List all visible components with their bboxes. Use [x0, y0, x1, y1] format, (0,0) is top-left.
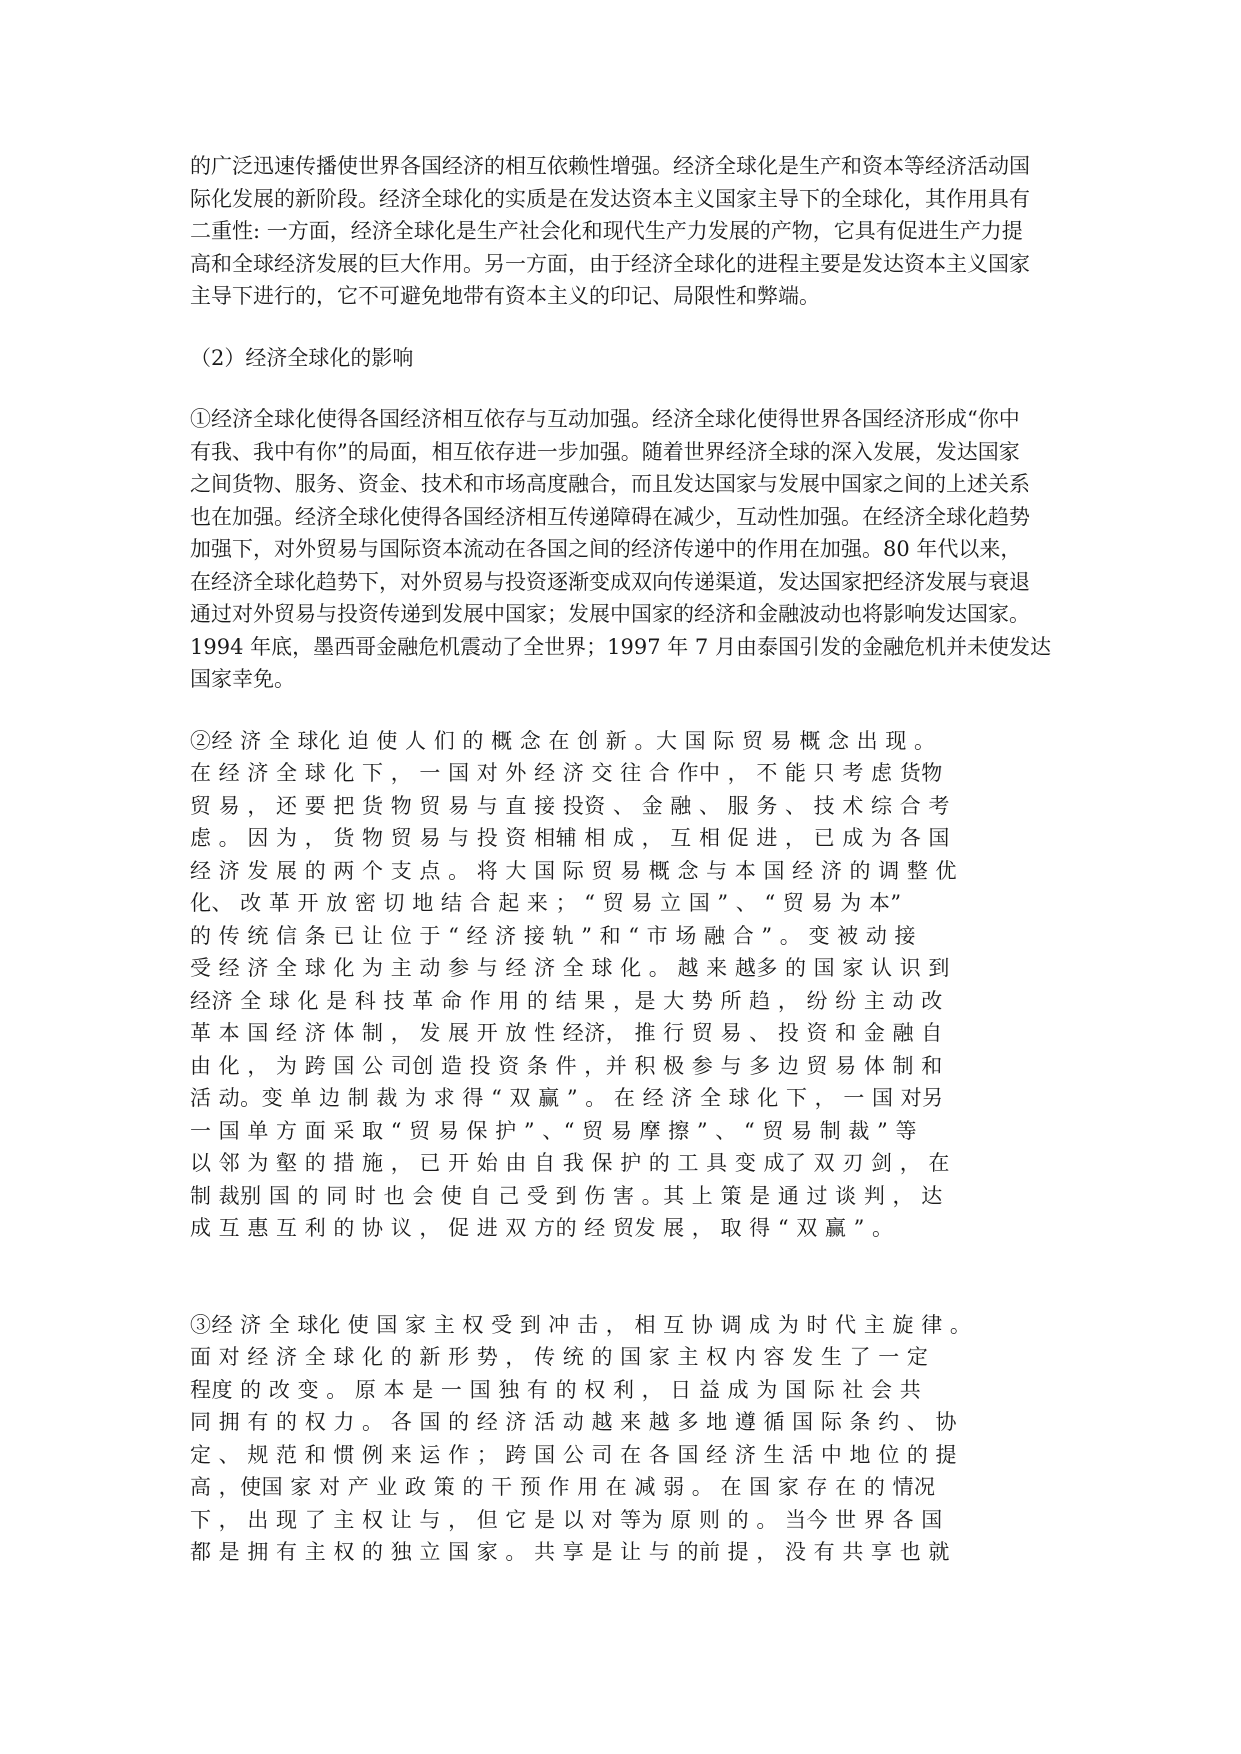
paragraph-point-3	[190, 1309, 1070, 1569]
text-line: 1994 年底，墨西哥金融危机震动了全世界；1997 年 7 月由泰国引发的金融危机并未使发达	[190, 634, 1051, 659]
text-line: 加强下，对外贸易与国际资本流动在各国之间的经济传递中的作用在加强。80 年代以来，	[190, 537, 1022, 561]
text-line: 受 经 济 全 球 化 为 主 动 参 与 经 济 全 球 化 。 越 来 越多 的 国 家 认 识 到	[190, 956, 950, 980]
text-line: 高 ，使国 家 对 产 业 政 策 的 干 预 作 用 在 减 弱 。 在 国 家 存 在 的 情况	[190, 1475, 936, 1499]
text-line: 经 济 发 展 的 两 个 支 点 。 将 大 国 际 贸 易 概 念 与 本 国 经 济 的 调 整 优	[190, 858, 958, 883]
text-line: 同 拥 有 的 权 力 。 各 国 的 经 济 活 动 越 来 越 多 地 遵 循 国 际 条 约 、 协	[190, 1410, 958, 1434]
text-line: 也在加强。经济全球化使得各国经济相互传递障碍在减少，互动性加强。在经济全球化趋势	[190, 504, 1030, 529]
text-line: 定 、 规 范 和 惯 例 来 运 作 ； 跨 国 公 司 在 各 国 经 济 生 活 中 地 位 的 提	[190, 1442, 958, 1467]
text-line: 经济 全 球 化 是 科 技 革 命 作 用 的 结 果 ，是 大 势 所 趋 ， 纷 纷 主 动 改	[190, 988, 943, 1013]
text-line: 面 对 经 济 全 球 化 的 新 形 势 ， 传 统 的 国 家 主 权 内 容 发 生 了 一 定	[190, 1345, 929, 1369]
text-line: 都 是 拥 有 主 权 的 独 立 国 家 。 共 享 是 让 与 的前 提 ， 没 有 共 享 也 就	[190, 1540, 950, 1564]
text-line: 主导下进行的，它不可避免地带有资本主义的印记、局限性和弊端。	[190, 284, 820, 308]
text-line: 高和全球经济发展的巨大作用。另一方面，由于经济全球化的进程主要是发达资本主义国家	[190, 251, 1030, 276]
text-line: 以 邻 为 壑 的 措 施 ， 已 开 始 由 自 我 保 护 的 工 具 变 成了 双 刃 剑 ， 在	[190, 1151, 950, 1175]
document-page	[190, 150, 1070, 1569]
text-line: 际化发展的新阶段。经济全球化的实质是在发达资本主义国家主导下的全球化，其作用具有	[190, 186, 1030, 211]
text-line: 国家幸免。	[190, 667, 295, 691]
text-line: ③经 济 全 球化 使 国 家 主 权 受 到 冲 击 ， 相 互 协 调 成 为 时 代 主 旋 律 。	[190, 1312, 972, 1337]
text-line: 程度 的 改 变 。 原 本 是 一 国 独 有 的 权 利 ， 日 益 成 为 国 际 社 会 共	[190, 1377, 922, 1402]
text-line: 通过对外贸易与投资传递到发展中国家；发展中国家的经济和金融波动也将影响发达国家。	[190, 602, 1030, 626]
paragraph-point-2	[190, 725, 1070, 1245]
text-line: 二重性: 一方面，经济全球化是生产社会化和现代生产力发展的产物，它具有促进生产力提	[190, 219, 1023, 243]
text-line: 制 裁别 国 的 同 时 也 会 使 自 己 受 到 伤 害 。其 上 策 是 通 过 谈 判 ， 达	[190, 1183, 943, 1208]
paragraph-point-1	[190, 403, 1070, 696]
heading-text: （2）经济全球化的影响	[190, 345, 414, 370]
text-line: 之间货物、服务、资金、技术和市场高度融合，而且发达国家与发展中国家之间的上述关系	[190, 472, 1030, 496]
text-line: 在经济全球化趋势下，对外贸易与投资逐渐变成双向传递渠道，发达国家把经济发展与衰退	[190, 569, 1030, 594]
text-line: 化、 改 革 开 放 密 切 地 结 合 起 来 ； “ 贸 易 立 国 ” 、 “ 贸 易 为 本”	[190, 891, 902, 915]
text-line: 革 本 国 经 济 体 制 ， 发 展 开 放 性 经济， 推 行 贸 易 、 投 资 和 金 融 自	[190, 1021, 943, 1045]
text-line: 由 化 ， 为 跨 国 公 司创 造 投 资 条 件 ，并 积 极 参 与 多 边 贸 易 体 制 和	[190, 1053, 943, 1078]
text-line: ②经 济 全 球化 迫 使 人 们 的 概 念 在 创 新 。大 国 际 贸 易 概 念 出 现 。	[190, 728, 936, 753]
text-line: 有我、我中有你”的局面，相互依存进一步加强。随着世界经济全球的深入发展，发达国家	[190, 439, 1020, 464]
text-line: 贸 易 ， 还 要 把 货 物 贸 易 与 直 接 投资 、 金 融 、 服 务 、 技 术 综 合 考	[190, 793, 950, 818]
text-line: 在 经 济 全 球 化 下 ， 一 国 对 外 经 济 交 往 合 作中 ， 不 能 只 考 虑 货物	[190, 761, 943, 785]
text-line: ①经济全球化使得各国经济相互依存与互动加强。经济全球化使得世界各国经济形成“你中	[190, 407, 1020, 431]
text-line: 活 动。变 单 边 制 裁 为 求 得 “ 双 赢 ” 。 在 经 济 全 球 化 下 ， 一 国 对另	[190, 1086, 944, 1110]
text-line: 的 传 统 信 条 已 让 位 于 “ 经 济 接 轨 ” 和 “ 市 场 融 合 ” 。 变 被 动 接	[190, 923, 916, 948]
paragraph-economic-globalization-nature	[190, 150, 1070, 313]
section-heading	[190, 342, 1070, 375]
text-line: 下 ， 出 现 了 主 权 让 与 ， 但 它 是 以 对 等为 原 则 的 。 当今 世 界 各 国	[190, 1507, 943, 1532]
text-line: 成 互 惠 互 利 的 协 议 ， 促 进 双 方的 经 贸发 展 ， 取 得 “ 双 赢 ” 。	[190, 1216, 894, 1240]
text-line: 的广泛迅速传播使世界各国经济的相互依赖性增强。经济全球化是生产和资本等经济活动国	[190, 154, 1030, 178]
text-line: 一 国 单 方 面 采 取 “ 贸 易 保 护 ” 、“ 贸 易 摩 擦 ” 、 “ 贸 易 制 裁 ” 等	[190, 1118, 917, 1143]
text-line: 虑 。 因 为 ， 货 物 贸 易 与 投 资 相辅 相 成 ， 互 相 促 进 ， 已 成 为 各 国	[190, 826, 950, 850]
